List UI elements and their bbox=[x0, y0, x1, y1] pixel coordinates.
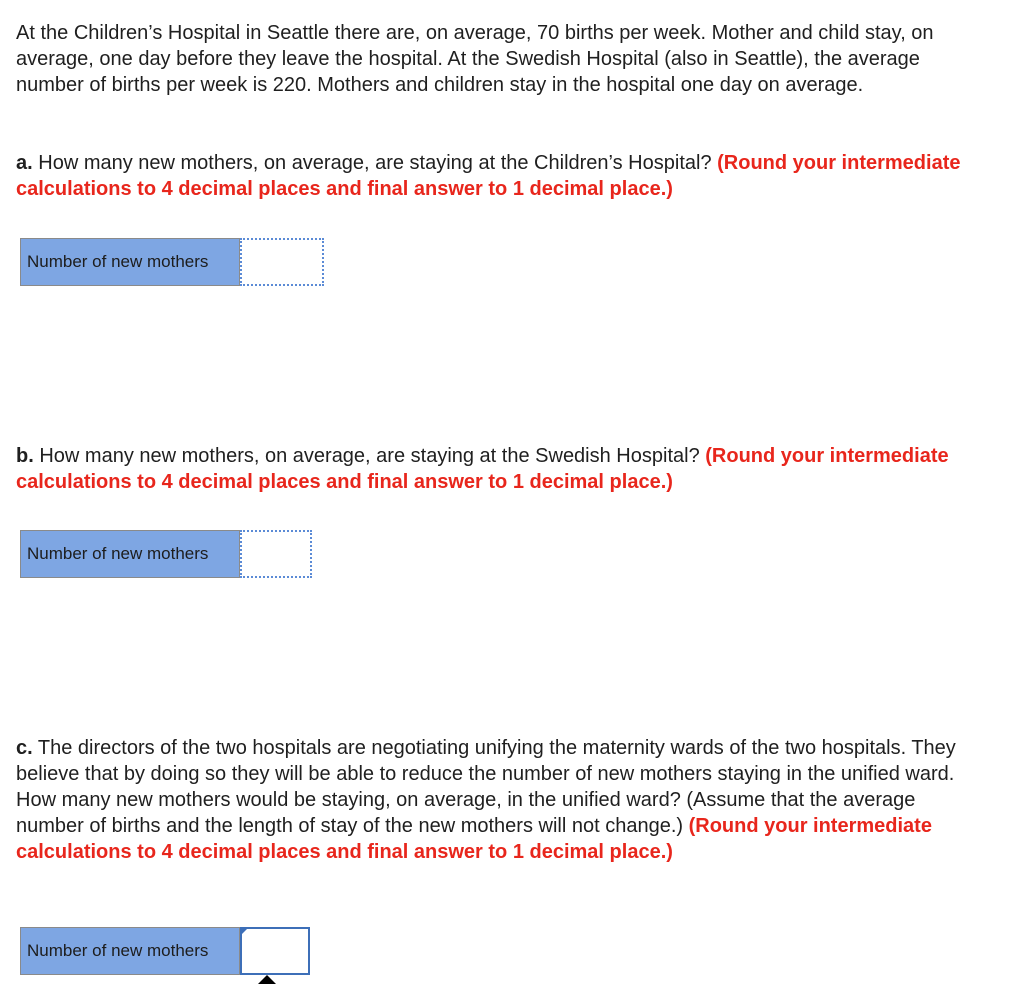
question-b-text: How many new mothers, on average, are staying at the Swedish Hospital? bbox=[39, 445, 700, 467]
answer-input-b[interactable] bbox=[240, 530, 312, 578]
question-a bbox=[16, 150, 976, 202]
question-c bbox=[16, 735, 976, 865]
question-a-text: How many new mothers, on average, are staying at the Children’s Hospital? bbox=[38, 152, 712, 174]
problem-intro bbox=[16, 20, 976, 98]
answer-input-a[interactable] bbox=[240, 238, 324, 286]
answer-label-b: Number of new mothers bbox=[20, 530, 240, 578]
intro-text: At the Children’s Hospital in Seattle there are, on average, 70 births per week. Mother and child stay, on average, one day before they leave the hospital. At the Swedish Hospital (also in Seattle), the average number of births per week is 220. Mothers and children stay in the hospital one day on average. bbox=[16, 22, 934, 96]
question-b-letter: b. bbox=[16, 445, 34, 467]
question-c-instruction: (Round your intermediate calculations to 4 decimal places and final answer to 1 decimal place.) bbox=[16, 815, 932, 863]
question-a-letter: a. bbox=[16, 152, 33, 174]
answer-input-c[interactable] bbox=[240, 927, 310, 975]
question-c-text: The directors of the two hospitals are negotiating unifying the maternity wards of the two hospitals. They believe that by doing so they will be able to reduce the number of new mothers staying in the unified ward. How many new mothers would be staying, on average, in the unified ward? (Assume that the average number of births and the length of stay of the new mothers will not change.) bbox=[16, 737, 956, 837]
question-b bbox=[16, 443, 976, 495]
question-c-letter: c. bbox=[16, 737, 33, 759]
pointer-arrow-icon bbox=[258, 975, 276, 984]
answer-row-c bbox=[20, 927, 310, 977]
answer-label-c: Number of new mothers bbox=[20, 927, 240, 975]
answer-row-b bbox=[20, 530, 312, 580]
question-b-instruction: (Round your intermediate calculations to 4 decimal places and final answer to 1 decimal place.) bbox=[16, 445, 949, 493]
question-a-instruction: (Round your intermediate calculations to 4 decimal places and final answer to 1 decimal place.) bbox=[16, 152, 961, 200]
input-corner-marker-icon bbox=[240, 929, 247, 936]
answer-row-a bbox=[20, 238, 324, 288]
answer-label-a: Number of new mothers bbox=[20, 238, 240, 286]
